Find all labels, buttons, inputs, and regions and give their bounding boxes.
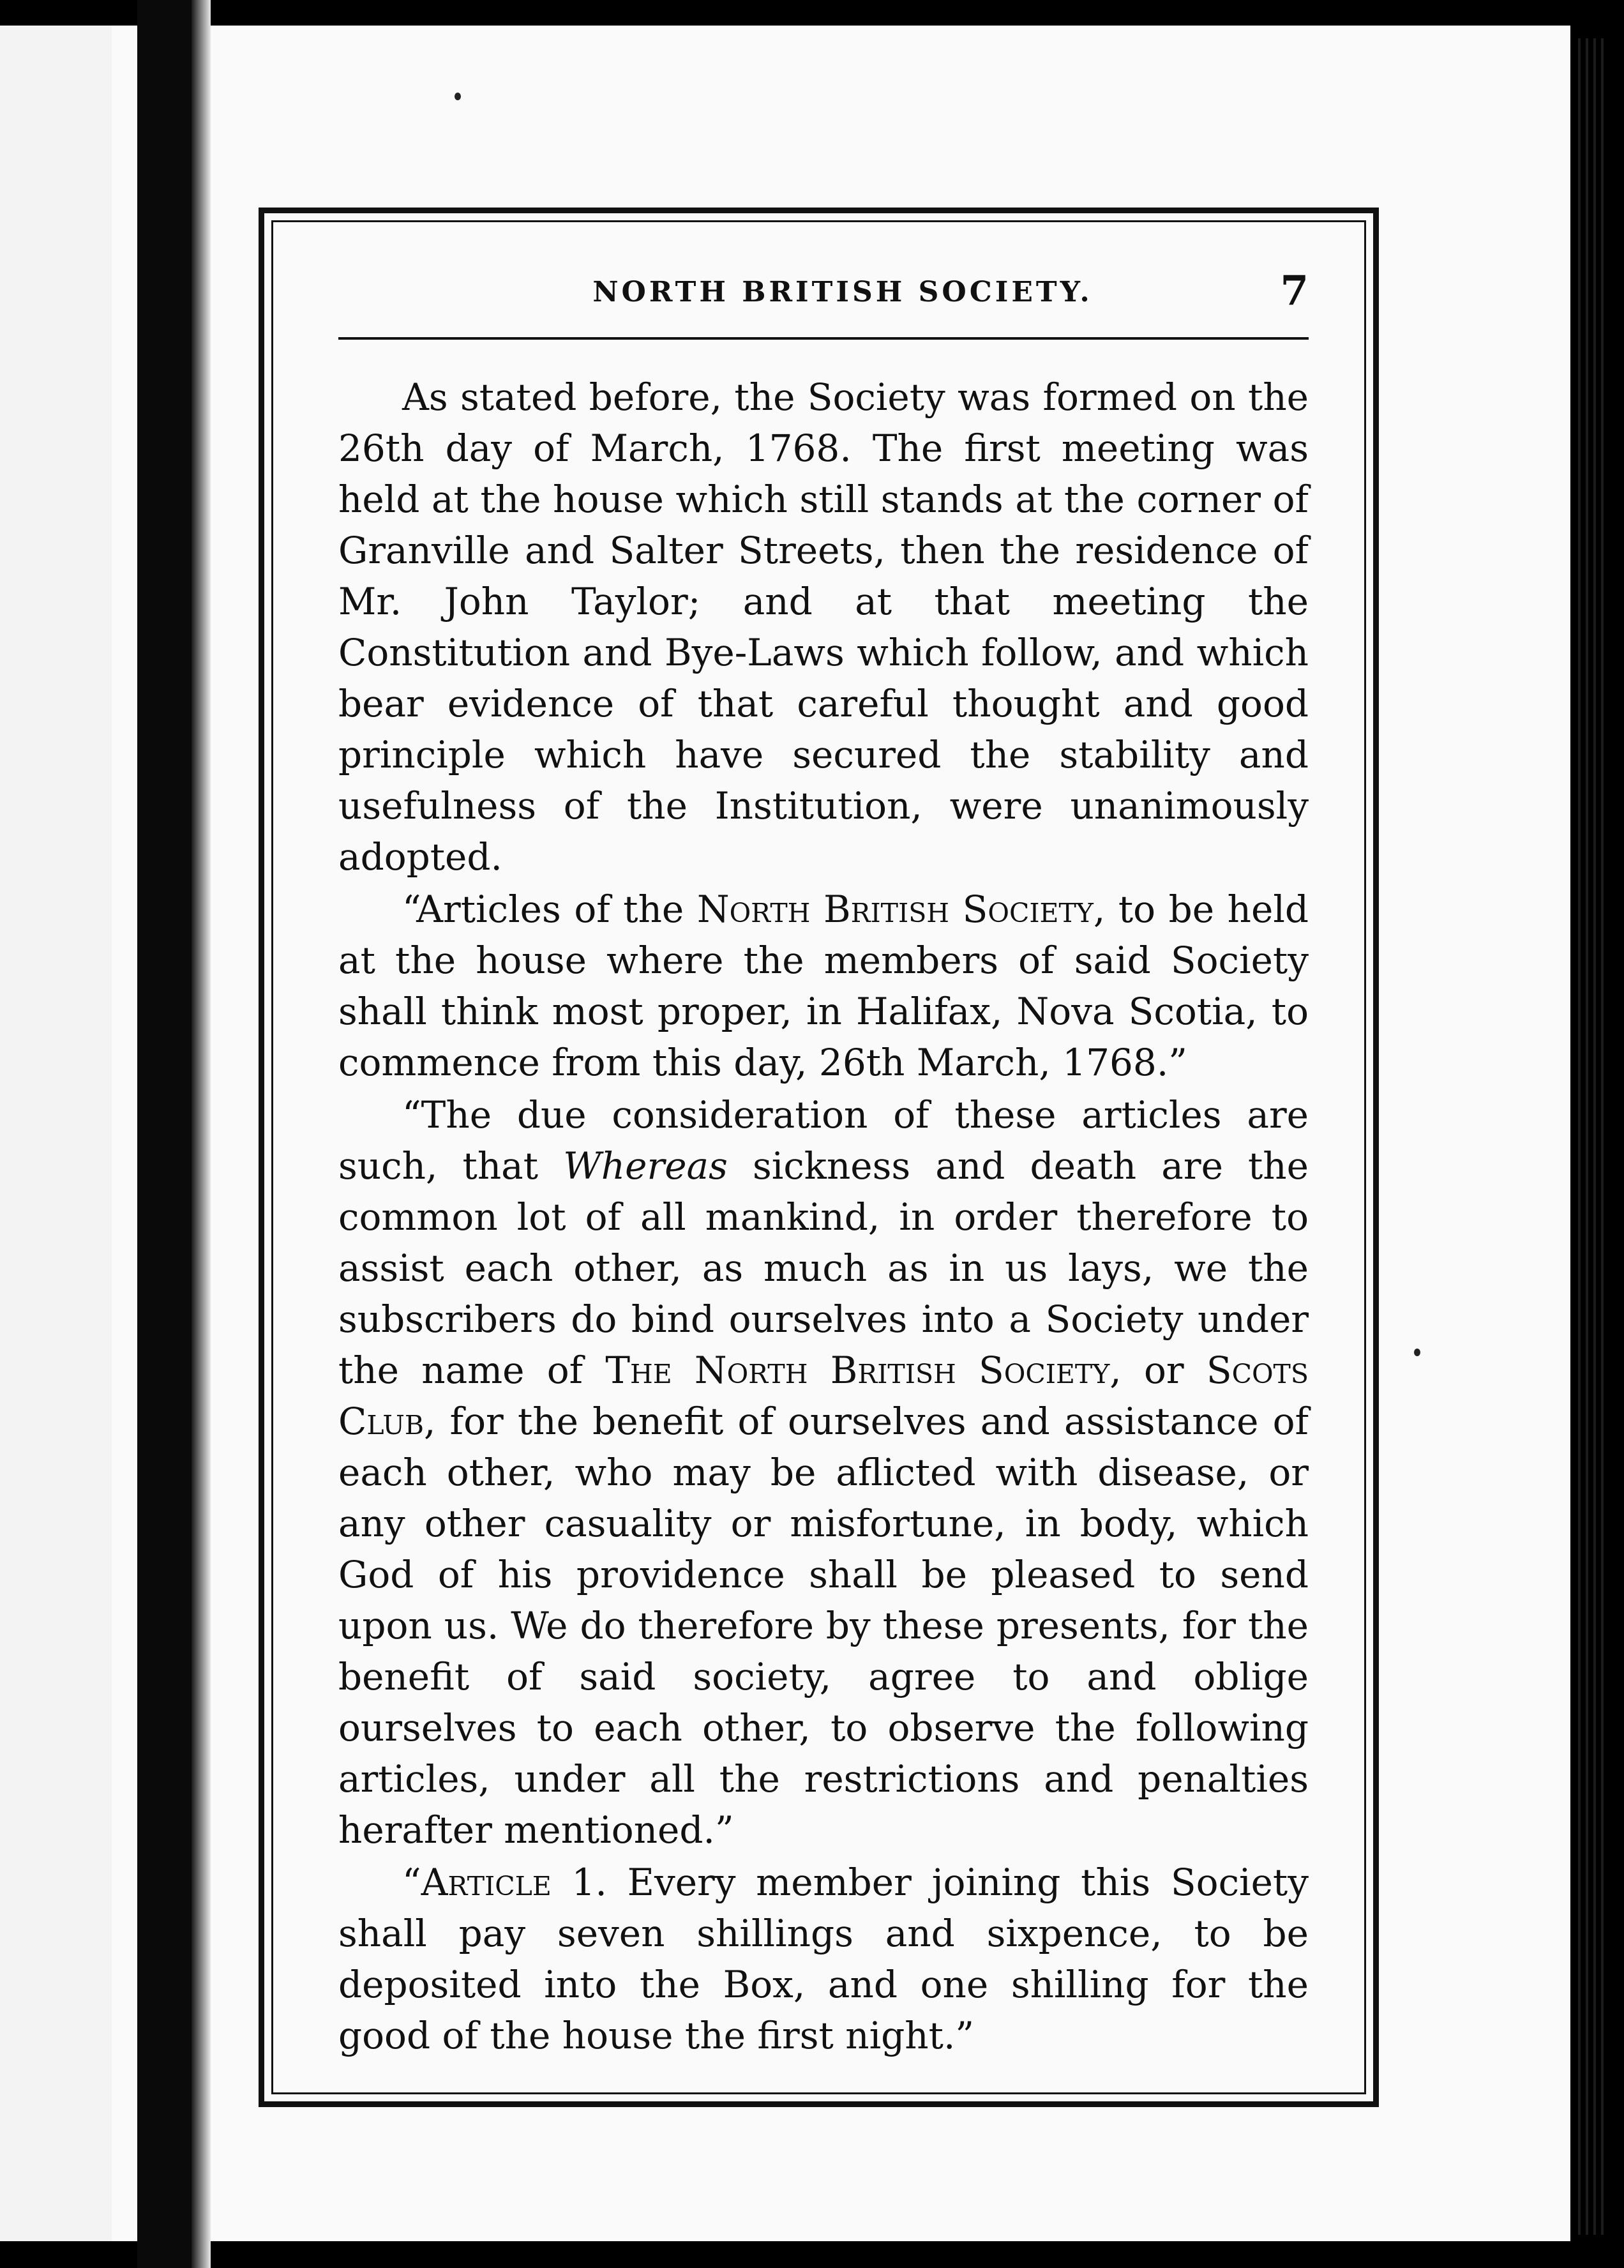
- page-number: 7: [1280, 267, 1309, 315]
- text-run: 1. Every member joining this Society shall pay seven shillings and sixpence, to be deposited into the Box, and one shilling for the good of the house the first night.”: [338, 1861, 1309, 2057]
- text-run: , or: [1109, 1349, 1184, 1392]
- page-edge-line: [1593, 38, 1596, 2235]
- spine-shadow: [192, 0, 211, 2268]
- whereas-italic: Whereas: [563, 1144, 728, 1188]
- page-edge-line: [1578, 38, 1581, 2235]
- facing-page-margin: [0, 26, 112, 2241]
- running-title: NORTH BRITISH SOCIETY.: [592, 276, 1093, 308]
- paragraph-society-formation: As stated before, the Society was formed on the 26th day of March, 1768. The first meeting was held at the house which still stands at the corner of Granville and Salter Streets, then the residence of Mr. John Taylor; and at that meeting the Constitution and Bye-Laws which follow, and which bear evidence of that careful thought and good principle which have secured the stability and usefulness of the Institution, were unanimously adopted.: [338, 375, 1309, 879]
- text-run: “: [402, 1861, 421, 1904]
- paragraph-article-1: [338, 1857, 1309, 2061]
- body-text: [338, 372, 1309, 2061]
- paragraph-articles-title: [338, 884, 1309, 1088]
- text-run: “Articles of the: [402, 888, 684, 931]
- ink-speck: [455, 93, 461, 100]
- article-label: Article: [421, 1861, 552, 1904]
- header-rule: [338, 337, 1309, 340]
- text-run: , to be held at the house where the members of said Society shall think most proper, in Halifax, Nova Scotia, to commence from this day, 26th March, 1768.”: [338, 888, 1309, 1084]
- ink-speck: [1414, 1349, 1420, 1356]
- text-run: , for the benefit of ourselves and assistance of each other, who may be aflicted with disease, or any other casuality or misfortune, in body, which God of his providence shall be pleased to send upon us. We do therefore by these presents, for the benefit of said society, agree to and oblige ourselves to each other, to observe the following articles, under all the restrictions and penalties herafter mentioned.”: [338, 1400, 1309, 1852]
- book-spine: [137, 0, 198, 2268]
- printed-text-block: [338, 268, 1309, 2062]
- club-name: Scots Club: [338, 1349, 1309, 1443]
- running-header: [338, 268, 1309, 326]
- society-name: North British Society: [696, 888, 1094, 931]
- page-edge-line: [1586, 38, 1588, 2235]
- text-run: “The due consideration of these articles are such, that: [338, 1093, 1309, 1188]
- paragraph-preamble: [338, 1089, 1309, 1856]
- text-run: sickness and death are the common lot of all mankind, in order therefore to assist each other, as much as in us lays, we the subscribers do bind ourselves into a Society under the name of: [338, 1144, 1309, 1392]
- page-edge-line: [1601, 38, 1604, 2235]
- society-name: The North British Society: [605, 1349, 1110, 1392]
